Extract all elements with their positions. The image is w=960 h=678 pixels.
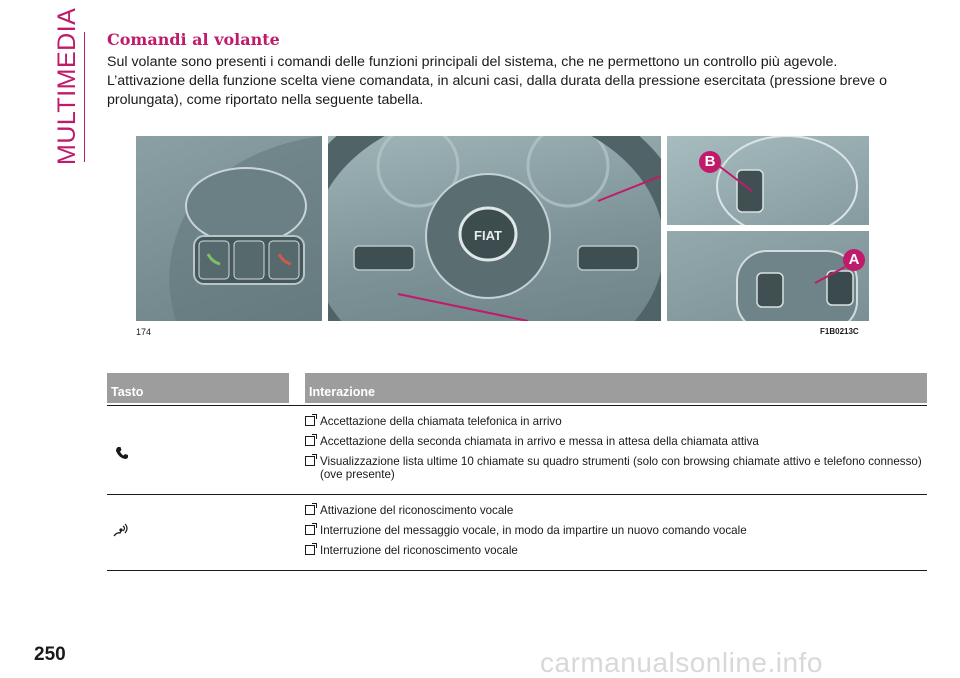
watermark: carmanualsonline.info xyxy=(540,647,823,678)
figure-panel-steering-wheel xyxy=(328,136,661,321)
callout-badge-b: B xyxy=(699,151,721,173)
list-item-text: Accettazione della seconda chiamata in arrivo e messa in attesa della chiamata attiva xyxy=(320,435,759,448)
list-item xyxy=(305,415,927,428)
checkbox-bullet-icon xyxy=(305,456,315,466)
intro-line: L’attivazione della funzione scelta viene comandata, in alcuni casi, dalla durata della pressione esercitata (pressione breve o xyxy=(107,73,887,89)
table-header xyxy=(107,373,927,403)
interaction-cell xyxy=(305,406,927,494)
list-item xyxy=(305,544,927,557)
callout-badge-a: A xyxy=(843,249,865,271)
intro-paragraph xyxy=(107,53,897,110)
figure-panel-lever-a xyxy=(667,231,869,321)
lever-a-drawing xyxy=(667,231,869,321)
column-header-key-label: Tasto xyxy=(111,385,144,399)
list-item xyxy=(305,455,927,481)
list-item-text: Attivazione del riconoscimento vocale xyxy=(320,504,514,517)
column-header-interaction-label: Interazione xyxy=(309,385,375,399)
controls-closeup-drawing xyxy=(136,136,322,321)
table-row xyxy=(107,405,927,494)
list-item xyxy=(305,524,927,537)
phone-icon xyxy=(115,446,129,460)
checkbox-bullet-icon xyxy=(305,436,315,446)
checkbox-bullet-icon xyxy=(305,545,315,555)
section-side-label xyxy=(52,7,82,165)
figure-code: F1B0213C xyxy=(820,327,859,336)
figure-panel-controls-closeup xyxy=(136,136,322,321)
controls-table xyxy=(107,373,927,571)
table-row xyxy=(107,494,927,571)
key-cell xyxy=(107,406,305,494)
intro-line: Sul volante sono presenti i comandi delle funzioni principali del sistema, che ne permettono un controllo più agevole. xyxy=(107,54,838,70)
checkbox-bullet-icon xyxy=(305,416,315,426)
key-cell xyxy=(107,495,305,570)
section-side-label-text: MULTIMEDIA xyxy=(53,7,81,165)
column-header-interaction xyxy=(305,373,927,403)
interaction-cell xyxy=(305,495,927,570)
list-item-text: Visualizzazione lista ultime 10 chiamate su quadro strumenti (solo con browsing chiamate attivo e telefono connesso) (ove presente) xyxy=(320,455,922,481)
voice-command-icon xyxy=(113,523,129,537)
checkbox-bullet-icon xyxy=(305,525,315,535)
figure-number: 174 xyxy=(136,327,152,337)
steering-wheel-drawing xyxy=(328,136,661,321)
figure-panel-lever-b xyxy=(667,136,869,225)
page-number: 250 xyxy=(34,644,66,665)
list-item xyxy=(305,504,927,517)
list-item-text: Interruzione del riconoscimento vocale xyxy=(320,544,518,557)
steering-wheel-illustration xyxy=(136,136,869,321)
section-title: Comandi al volante xyxy=(107,30,280,49)
list-item-text: Accettazione della chiamata telefonica in arrivo xyxy=(320,415,562,428)
list-item xyxy=(305,435,927,448)
intro-line: prolungata), come riportato nella seguente tabella. xyxy=(107,92,424,108)
lever-b-drawing xyxy=(667,136,869,225)
list-item-text: Interruzione del messaggio vocale, in modo da impartire un nuovo comando vocale xyxy=(320,524,747,537)
checkbox-bullet-icon xyxy=(305,505,315,515)
column-header-key xyxy=(107,373,289,403)
side-divider xyxy=(84,32,85,162)
column-header-gap xyxy=(289,373,305,403)
logo-text: FIAT xyxy=(474,228,502,243)
